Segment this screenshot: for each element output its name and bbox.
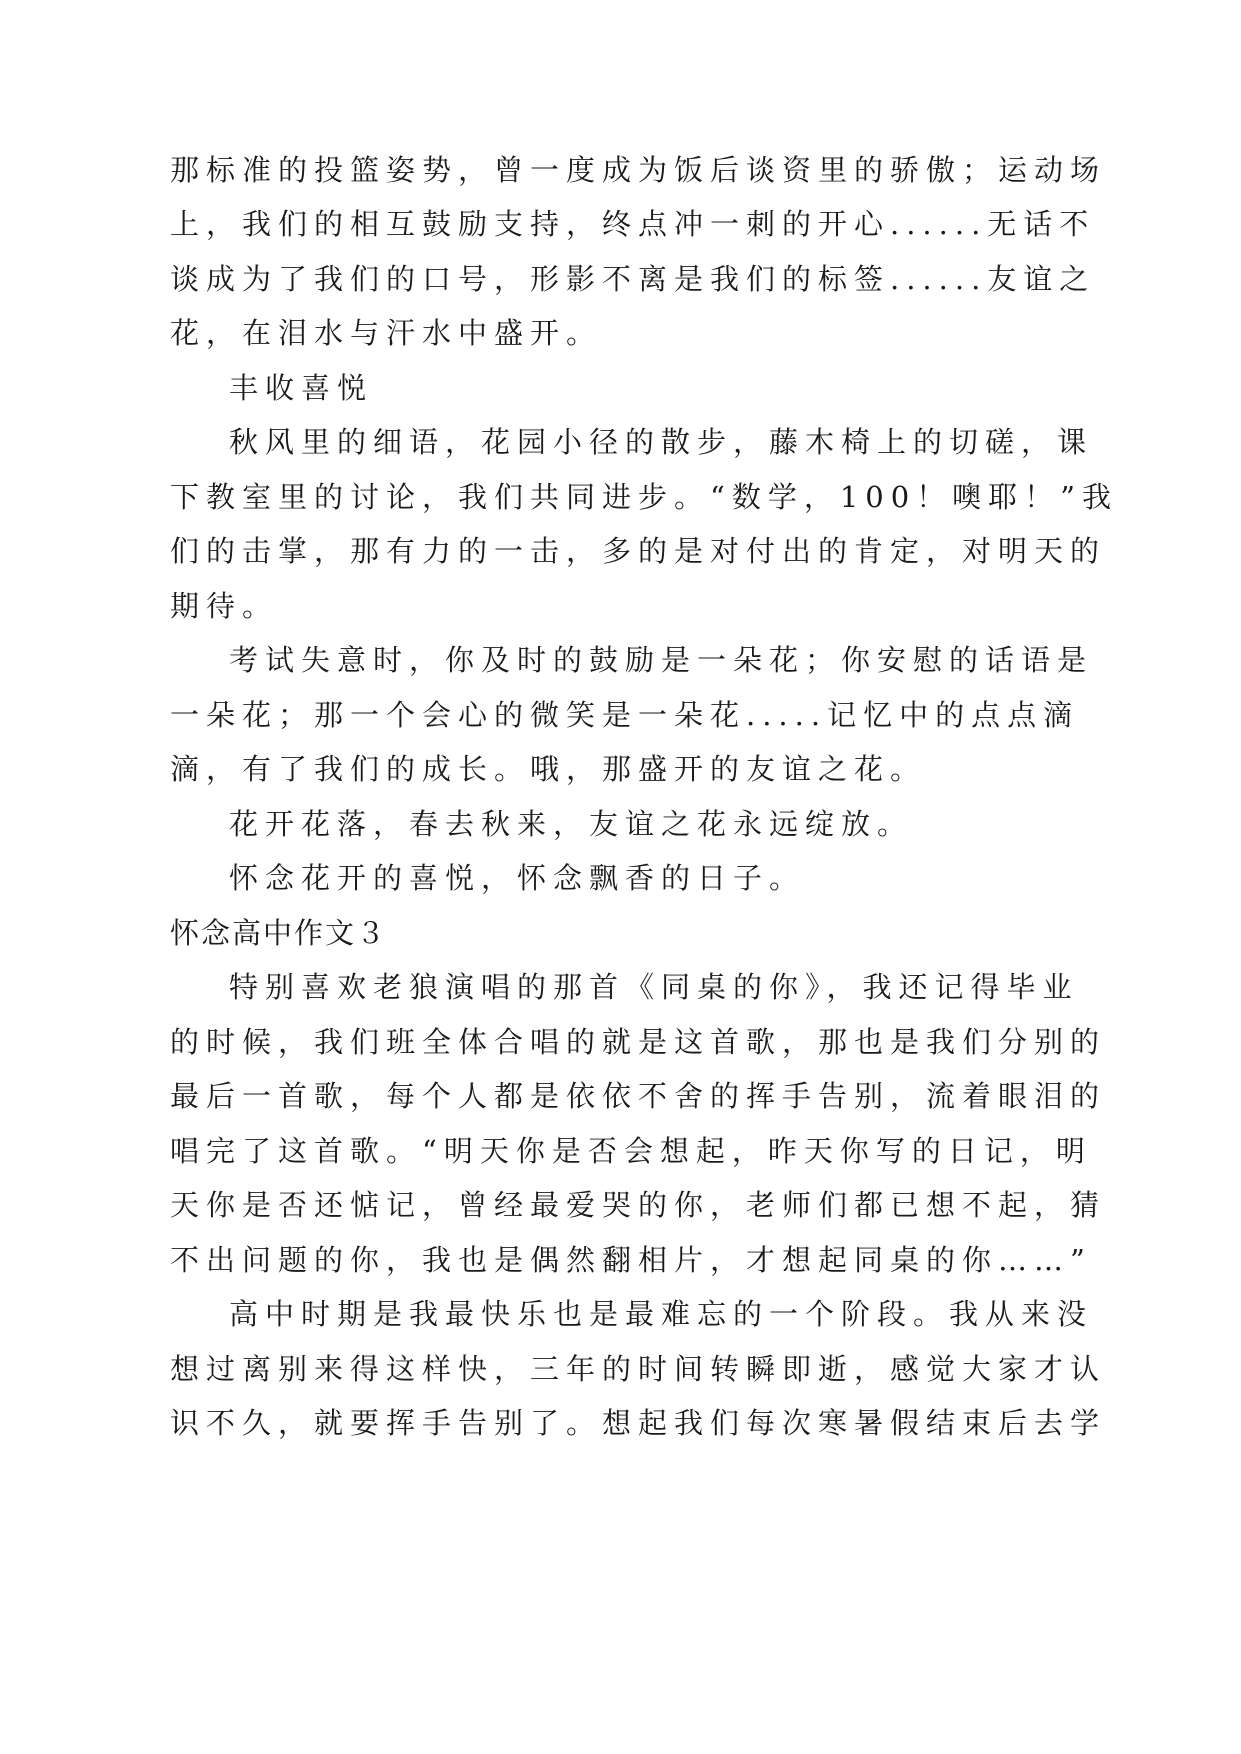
body-text-line: 考试失意时，你及时的鼓励是一朵花；你安慰的话语是 (229, 643, 1094, 677)
body-text-line: 下教室里的讨论，我们共同进步。“数学，100！噢耶！”我 (170, 480, 1119, 514)
body-text-line: 花，在泪水与汗水中盛开。 (170, 316, 603, 350)
body-text-line: 怀念花开的喜悦，怀念飘香的日子。 (229, 861, 806, 895)
body-text-line: 识不久，就要挥手告别了。想起我们每次寒暑假结束后去学 (170, 1406, 1107, 1440)
body-text-line: 最后一首歌，每个人都是依依不舍的挥手告别，流着眼泪的 (170, 1079, 1107, 1113)
body-text-line: 秋风里的细语，花园小径的散步，藤木椅上的切磋，课 (229, 425, 1094, 459)
body-text-line: 唱完了这首歌。“明天你是否会想起，昨天你写的日记，明 (170, 1134, 1092, 1168)
body-text-line: 谈成为了我们的口号，形影不离是我们的标签......友谊之 (170, 262, 1096, 296)
body-text-line: 花开花落，春去秋来，友谊之花永远绽放。 (229, 807, 914, 841)
body-text-line: 想过离别来得这样快，三年的时间转瞬即逝，感觉大家才认 (170, 1352, 1107, 1386)
body-text-line: 滴，有了我们的成长。哦，那盛开的友谊之花。 (170, 752, 927, 786)
body-text-line: 高中时期是我最快乐也是最难忘的一个阶段。我从来没 (229, 1297, 1094, 1331)
body-text-line: 不出问题的你，我也是偶然翻相片，才想起同桌的你……” (170, 1243, 1092, 1277)
body-text-line: 天你是否还惦记，曾经最爱哭的你，老师们都已想不起，猜 (170, 1188, 1107, 1222)
body-text-line: 期待。 (170, 589, 279, 623)
article-title: 怀念高中作文３ (170, 916, 388, 950)
body-text-line: 上，我们的相互鼓励支持，终点冲一刺的开心......无话不 (170, 207, 1096, 241)
section-heading: 丰收喜悦 (229, 371, 374, 405)
body-text-line: 那标准的投篮姿势，曾一度成为饭后谈资里的骄傲；运动场 (170, 153, 1107, 187)
body-text-line: 一朵花；那一个会心的微笑是一朵花.....记忆中的点点滴 (170, 698, 1080, 732)
body-text-line: 的时候，我们班全体合唱的就是这首歌，那也是我们分别的 (170, 1025, 1107, 1059)
body-text-line: 们的击掌，那有力的一击，多的是对付出的肯定，对明天的 (170, 534, 1107, 568)
body-text-line: 特别喜欢老狼演唱的那首《同桌的你》，我还记得毕业 (229, 970, 1079, 1004)
